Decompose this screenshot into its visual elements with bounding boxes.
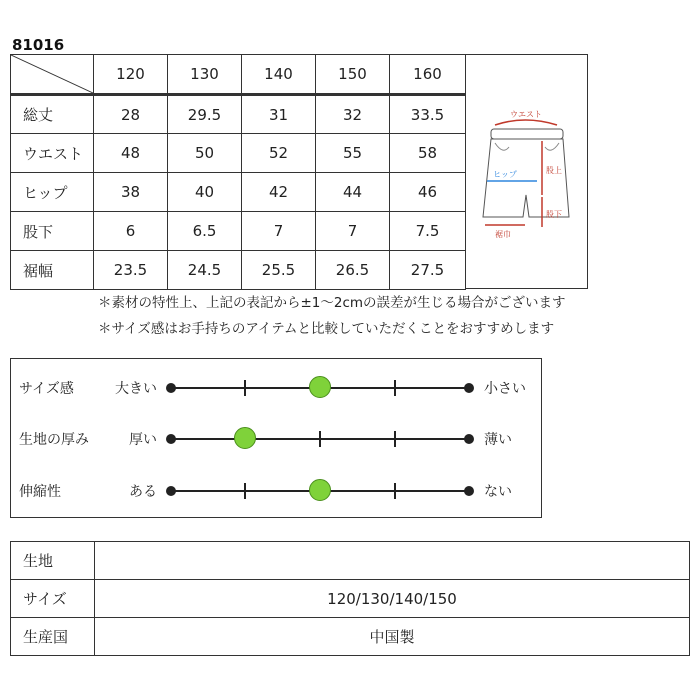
table-cell: 28 — [94, 95, 168, 134]
feel-right-label: 小さい — [484, 381, 526, 397]
table-cell: 25.5 — [242, 251, 316, 290]
feel-marker — [234, 427, 256, 449]
table-row — [11, 580, 690, 618]
row-label: 股下 — [11, 212, 94, 251]
corner-cell — [11, 55, 94, 95]
table-cell: 7 — [242, 212, 316, 251]
feel-label: 伸縮性 — [19, 484, 61, 500]
feel-left-label: ある — [129, 484, 157, 500]
row-label: 裾幅 — [11, 251, 94, 290]
table-row — [11, 173, 466, 212]
table-cell: 27.5 — [390, 251, 466, 290]
table-cell: 48 — [94, 134, 168, 173]
table-row — [11, 95, 466, 134]
table-cell: 32 — [316, 95, 390, 134]
table-cell: 31 — [242, 95, 316, 134]
size-header: 160 — [390, 55, 466, 95]
table-row — [11, 542, 690, 580]
feel-label: サイズ感 — [19, 381, 74, 397]
spec-key: サイズ — [11, 580, 95, 618]
table-cell: 24.5 — [168, 251, 242, 290]
shorts-diagram — [465, 54, 588, 289]
table-cell: 6.5 — [168, 212, 242, 251]
feel-row — [11, 478, 541, 504]
table-cell: 42 — [242, 173, 316, 212]
fit-feel-panel — [10, 358, 542, 518]
size-notes — [98, 290, 566, 342]
table-cell: 26.5 — [316, 251, 390, 290]
size-header-row — [11, 55, 466, 95]
note-line: ＊サイズ感はお手持ちのアイテムと比較していただくことをおすすめします — [98, 321, 555, 337]
feel-right-label: 薄い — [484, 432, 512, 448]
table-cell: 23.5 — [94, 251, 168, 290]
spec-table — [10, 541, 690, 656]
table-cell: 7.5 — [390, 212, 466, 251]
table-cell: 33.5 — [390, 95, 466, 134]
row-label: ヒップ — [11, 173, 94, 212]
table-cell: 7 — [316, 212, 390, 251]
table-row — [11, 618, 690, 656]
hip-label: ヒップ — [493, 170, 517, 179]
feel-row — [11, 375, 541, 401]
spec-key: 生産国 — [11, 618, 95, 656]
table-row — [11, 251, 466, 290]
table-cell: 46 — [390, 173, 466, 212]
waist-label: ウエスト — [510, 110, 542, 119]
feel-left-label: 厚い — [129, 432, 157, 448]
shorts-illustration — [465, 55, 588, 290]
feel-row — [11, 426, 541, 452]
rise-label: 股上 — [546, 166, 562, 175]
size-table — [10, 54, 466, 290]
table-cell: 44 — [316, 173, 390, 212]
feel-right-label: ない — [484, 484, 512, 500]
table-cell: 29.5 — [168, 95, 242, 134]
size-header: 150 — [316, 55, 390, 95]
spec-value: 中国製 — [95, 618, 690, 656]
spec-value — [95, 542, 690, 580]
table-row — [11, 212, 466, 251]
table-cell: 58 — [390, 134, 466, 173]
waist-arrow — [495, 120, 557, 125]
feel-marker — [309, 376, 331, 398]
row-label: 総丈 — [11, 95, 94, 134]
note-line: ＊素材の特性上、上記の表記から±1〜2cmの誤差が生じる場合がございます — [98, 295, 566, 311]
table-cell: 55 — [316, 134, 390, 173]
hem-label: 裾巾 — [495, 230, 511, 239]
feel-scale — [170, 426, 470, 452]
table-cell: 38 — [94, 173, 168, 212]
feel-marker — [309, 479, 331, 501]
feel-left-label: 大きい — [115, 381, 157, 397]
feel-scale — [170, 478, 470, 504]
table-row — [11, 134, 466, 173]
spec-key: 生地 — [11, 542, 95, 580]
feel-label: 生地の厚み — [19, 432, 89, 448]
table-cell: 40 — [168, 173, 242, 212]
table-cell: 6 — [94, 212, 168, 251]
product-code: 81016 — [12, 36, 65, 54]
table-cell: 52 — [242, 134, 316, 173]
size-header: 140 — [242, 55, 316, 95]
size-header: 130 — [168, 55, 242, 95]
row-label: ウエスト — [11, 134, 94, 173]
feel-scale — [170, 375, 470, 401]
inseam-label: 股下 — [546, 210, 562, 219]
spec-value: 120/130/140/150 — [95, 580, 690, 618]
table-cell: 50 — [168, 134, 242, 173]
size-header: 120 — [94, 55, 168, 95]
